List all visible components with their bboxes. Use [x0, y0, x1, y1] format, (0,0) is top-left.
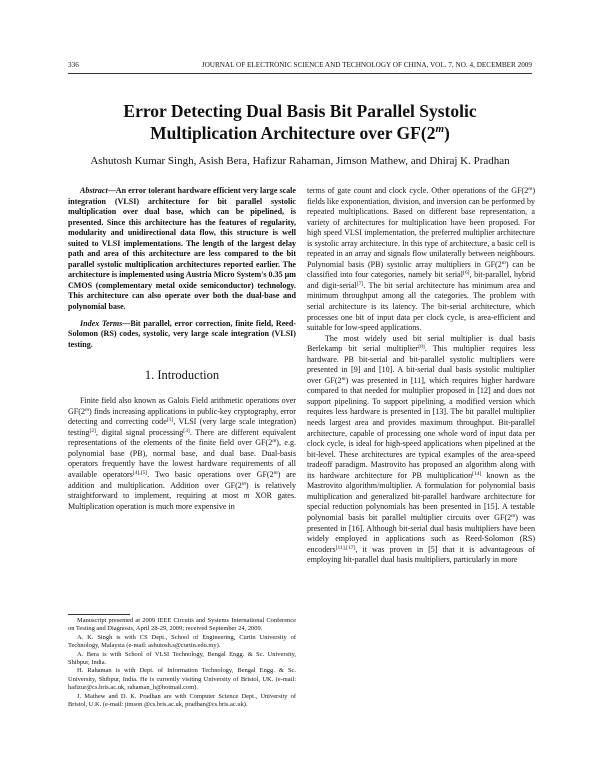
index-terms: Index Terms—Bit parallel, error correction, finite field, Reed-Solomon (RS) codes, systolic, very large scale integration (VLSI) testing.: [68, 318, 296, 349]
header-rule: [68, 73, 532, 74]
journal-header: JOURNAL OF ELECTRONIC SCIENCE AND TECHNOLOGY OF CHINA, VOL. 7, NO. 4, DECEMBER 2009: [201, 61, 532, 69]
abstract-text: An error tolerant hardware efficient very large scale integration (VLSI) architecture for bit parallel systolic multiplication over dual base, which can be pipelined, is presented. Since this architecture has the features of regularity, modularity and unidirectional data flow, this structure is well suited to VLSI implementations. The length of the largest delay path and area of this architecture are less compared to the bit parallel systolic multiplication architectures reported earlier. The architecture is implemented using Austria Micro System's 0.35 µm CMOS (complementary metal oxide semiconductor) technology. This architecture can also operate over both the dual-base and polynomial base.: [68, 186, 296, 312]
right-column: [307, 186, 535, 566]
index-terms-text: Bit parallel, error correction, finite field, Reed-Solomon (RS) codes, systolic, very large scale integration (VLSI) testing.: [68, 318, 296, 349]
author-list: Ashutosh Kumar Singh, Asish Bera, Hafizur Rahaman, Jimson Mathew, and Dhiraj K. Pradhan: [90, 155, 510, 167]
footnote-rule: [68, 614, 130, 615]
footnote: H. Rahaman is with Dept. of Information Technology, Bengal Engg. & Sc. University, Shibpur, India. He is currently visiting University of Bristol, UK. (e-mail: hafizur@cs.bris.ac.uk, rahaman_h@hotmail.com).: [68, 667, 296, 692]
paper-title: [68, 100, 532, 144]
footnotes: [68, 617, 296, 709]
abstract-label: Abstract: [80, 186, 108, 195]
intro-paragraph-1: Finite field also known as Galois Field arithmetic operations over GF(2$^m$) finds increasing applications in public-key cryptography, error detecting and correcting code[1], VLSI (very large scale integration) testing[2], digital signal processing[3]. There are different equivalent representations of the elements of the finite field over GF(2$^m$), e.g. polynomial base (PB), normal base, and dual base. Dual-basis operators frequently have the lowest hardware requirements of all available operators[4],[5]. Two basic operations over GF(2$^m$) are addition and multiplication. Addition over GF(2$^m$) is relatively straightforward to implement, requiring at most m XOR gates. Multiplication operation is much more expensive in: [68, 396, 297, 511]
section-heading-introduction: 1. Introduction: [144, 368, 220, 383]
left-column: [68, 186, 296, 512]
title-line-1: Error Detecting Dual Basis Bit Parallel Systolic: [123, 101, 477, 121]
footnote: A. K. Singh is with CS Dept., School of Engineering, Curtin University of Technology, Malaysia (e-mail: ashutosh.s@curtin.edu.my).: [68, 633, 296, 650]
running-header: [68, 61, 532, 73]
footnote: Manuscript presented at 2009 IEEE Circuits and Systems International Conference on Testing and Diagnosis, April 28-29, 2009; received September 24, 2009.: [68, 617, 296, 633]
title-line-2: Multiplication Architecture over GF(2$^m$): [150, 123, 450, 143]
intro-paragraph-2: The most widely used bit serial multiplier is dual basis Berlekamp bit serial multiplier[8]. This multiplier requires less hardware. PB bit-serial and bit-parallel systolic multipliers were presented in [9] and [10]. A bit-serial dual basis systolic multiplier over GF(2$^m$) was presented in [11], which requires higher hardware compared to that needed for multiplier proposed in [12] and does not support pipelining. To support pipelining, a modified version which requires less hardware is presented in [13]. The bit parallel multiplier needs largest area and provides maximum throughput. Bit-parallel architecture, capable of processing one whole word of input data per clock cycle, is ideal for high-speed applications when pipelined at the bit-level. These architectures are typical examples of the area-speed tradeoff paradigm. Mastrovito has proposed an algorithm along with its hardware architecture for PB multiplication[14] known as the Mastrovito algorithm/multiplier. A formulation for polynomial basis multiplication and generalized bit-parallel hardware architecture for special reduction polynomials has been presented in [15]. A testable polynomial basis bit parallel multiplier circuits over GF(2$^m$) was presented in [16]. Although bit-serial dual basis multipliers have been widely employed in applications such as Reed-Solomon (RS) encoders[11],[17], it was proven in [5] that it is advantageous of employing bit-parallel dual basis multipliers, particularly in more: [307, 333, 535, 565]
intro-paragraph-continued: terms of gate count and clock cycle. Other operations of the GF(2$^m$) fields like exponentiation, division, and inversion can be performed by repeated multiplications. Based on different base representation, a variety of architectures for multiplication have been proposed. For high speed VLSI implementation, the preferred multiplier architecture is systolic array architecture. In this type of architecture, a basic cell is repeated in an array and signals flow unilaterally between neighbours. Polynomial basis (PB) systolic array multipliers in GF(2$^m$) can be classified into four categories, namely bit serial[6], bit-parallel, hybrid and digit-serial[7]. The bit serial architecture has minimum area and minimum throughput among all the categories. The problem with serial architecture is its latency. The bit-serial architecture, which processes one bit of input data per clock cycle, is area-efficient and suitable for low-speed applications.: [307, 186, 536, 333]
index-terms-label: Index Terms: [80, 318, 123, 328]
footnote: A. Bera is with School of VLSI Technology, Bengal Engg. & Sc. University, Shibpur, India.: [68, 650, 296, 667]
abstract: Abstract—An error tolerant hardware efficient very large scale integration (VLSI) architecture for bit parallel systolic multiplication over dual base, which can be pipelined, is presented. Since this architecture has the features of regularity, modularity and unidirectional data flow, this structure is well suited to VLSI implementations. The length of the largest delay path and area of this architecture are less compared to the bit parallel systolic multiplication architectures reported earlier. The architecture is implemented using Austria Micro System's 0.35 µm CMOS (complementary metal oxide semiconductor) technology. This architecture can also operate over both the dual-base and polynomial base.: [68, 186, 296, 312]
footnote: J. Mathew and D. K. Pradhan are with Computer Science Dept., University of Bristol, U.K. (e-mail: jimson @cs.bris.ac.uk, pradhan@cs.bris.ac.uk).: [68, 692, 296, 709]
page-number: 336: [68, 61, 79, 69]
